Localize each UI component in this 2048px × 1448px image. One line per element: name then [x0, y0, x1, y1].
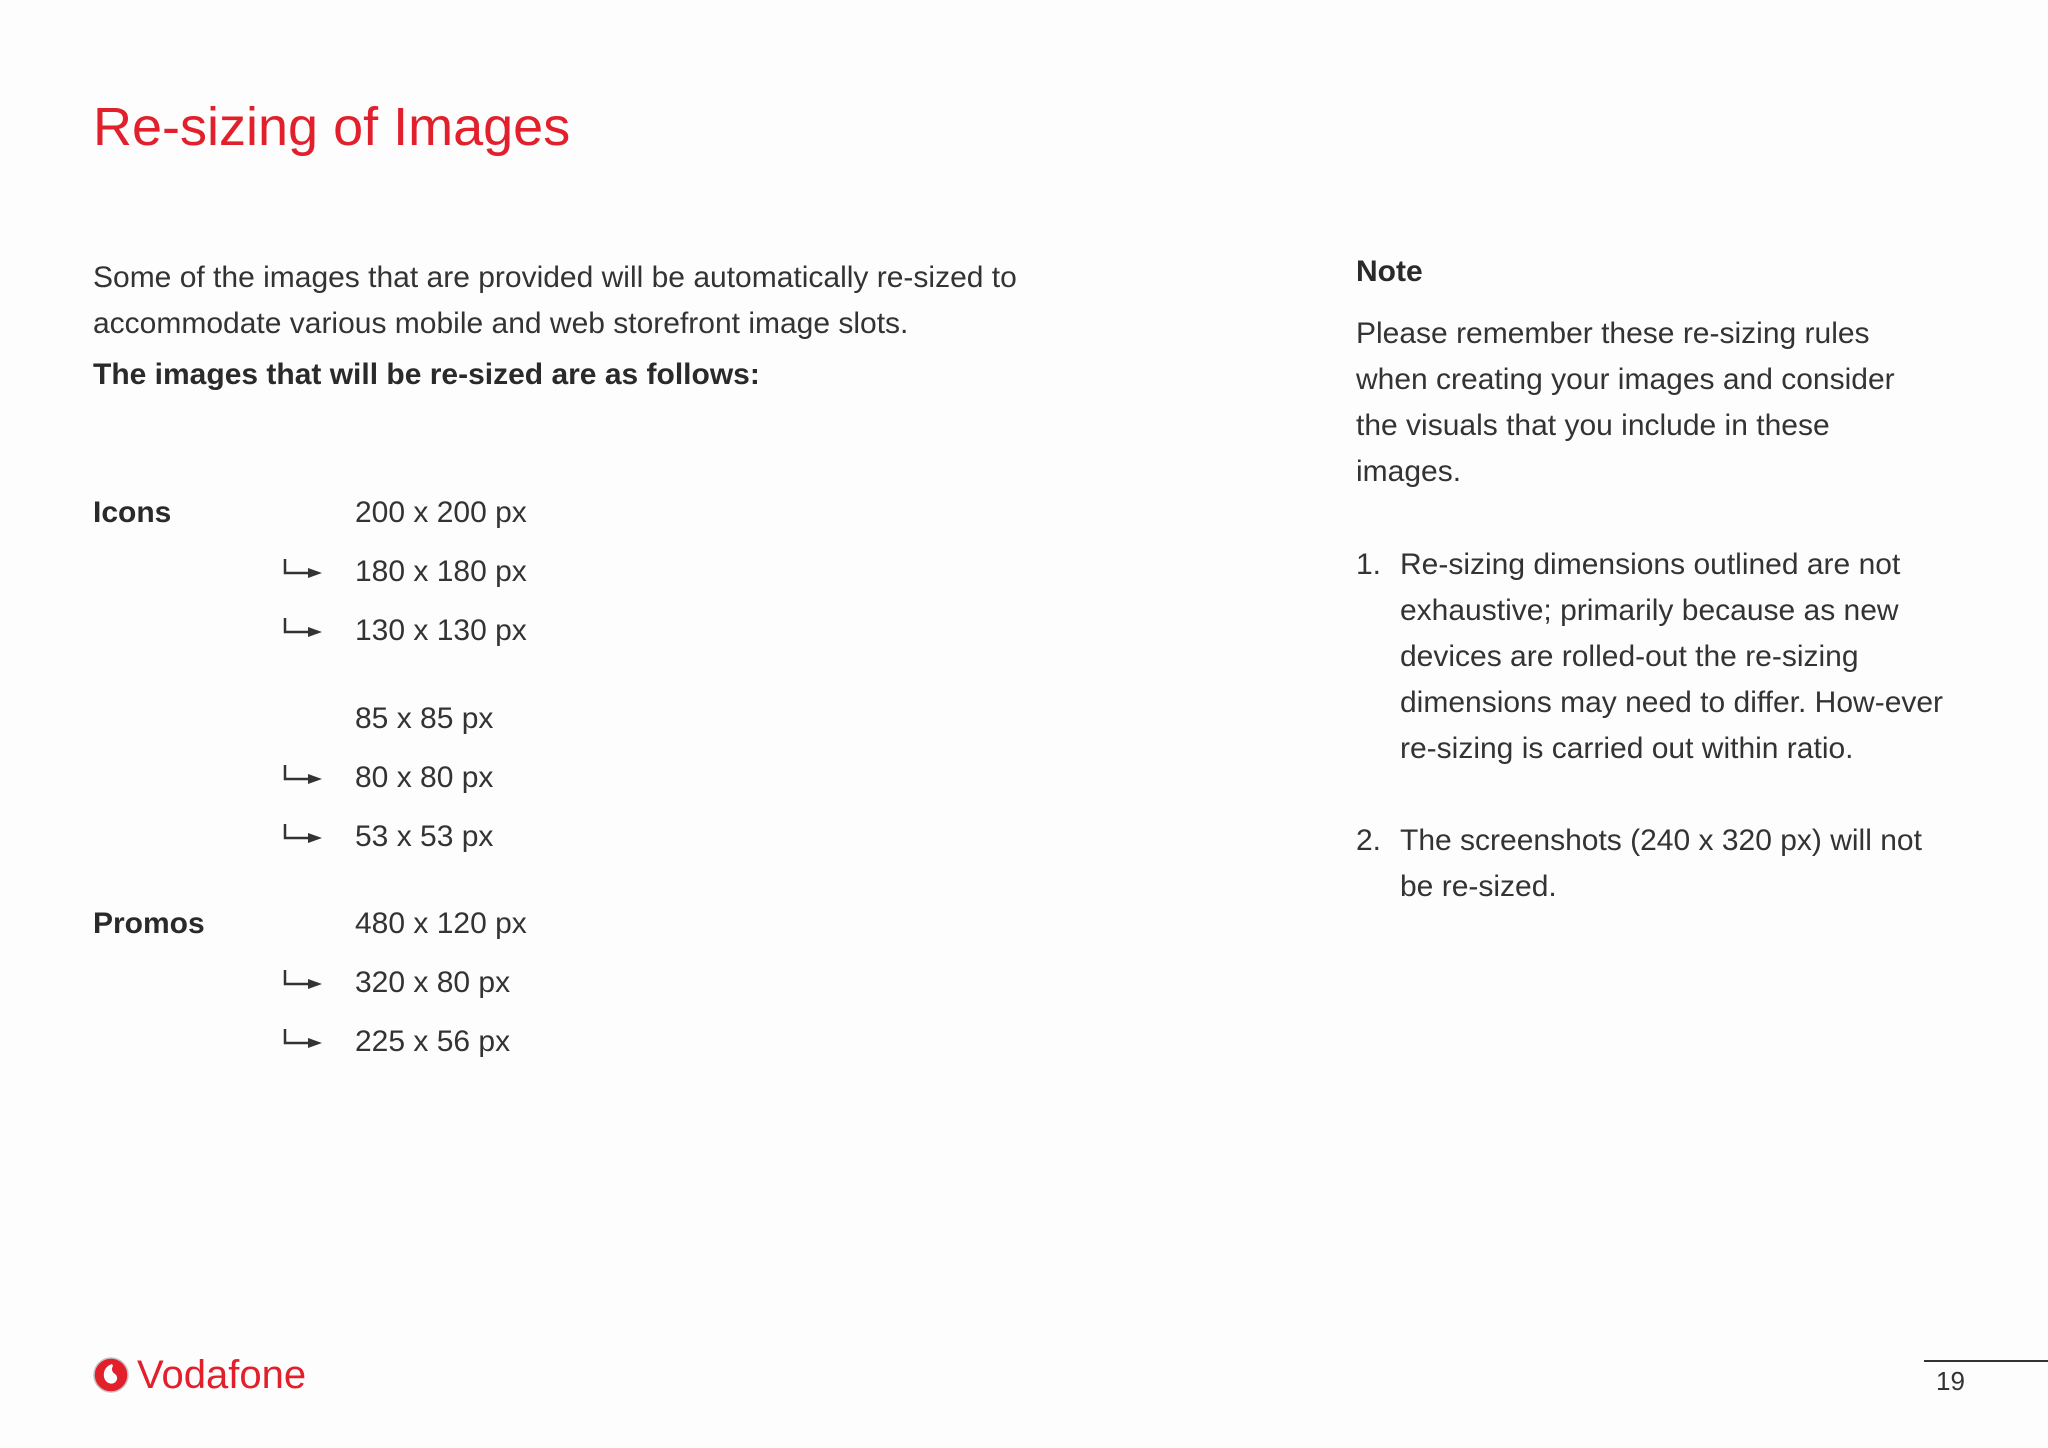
icons-label: Icons: [93, 496, 172, 529]
note-title: Note: [1356, 255, 1423, 288]
size-row: [0, 696, 700, 742]
size-value: 320 x 80 px: [355, 966, 511, 999]
size-row: [0, 901, 700, 947]
note-item-text: Re-sizing dimensions outlined are not exhaustive; primarily because as new devices are rolled-out the re-sizing dimensions may need to differ. How-ever re-sizing is carried out within ratio.: [1400, 548, 1944, 765]
note-item: [1356, 818, 1956, 910]
size-value: 180 x 180 px: [355, 555, 527, 588]
resize-arrow-icon: [282, 1027, 328, 1053]
page-number-rule: [1924, 1360, 2048, 1362]
size-value: 80 x 80 px: [355, 761, 494, 794]
resize-arrow-icon: [282, 763, 328, 789]
note-item-number: 2.: [1356, 824, 1382, 857]
size-value: 85 x 85 px: [355, 702, 494, 735]
vodafone-speechmark-icon: [93, 1357, 129, 1393]
size-value: 225 x 56 px: [355, 1025, 511, 1058]
size-value: 130 x 130 px: [355, 614, 527, 647]
size-row: [0, 960, 700, 1006]
intro-bold-lead: The images that will be re-sized are as follows:: [93, 358, 760, 391]
size-row: [0, 755, 700, 801]
size-value: 200 x 200 px: [355, 496, 527, 529]
size-value: 53 x 53 px: [355, 820, 494, 853]
resize-arrow-icon: [282, 557, 328, 583]
size-row: [0, 549, 700, 595]
resize-arrow-icon: [282, 968, 328, 994]
vodafone-logo: [93, 1352, 306, 1398]
size-row: [0, 814, 700, 860]
page-number: 19: [1936, 1366, 1965, 1396]
size-row: [0, 490, 700, 536]
note-item: [1356, 542, 1956, 772]
size-row: [0, 1019, 700, 1065]
intro-text: Some of the images that are provided will be automatically re-sized to accommodate various mobile and web storefront image slots.: [93, 261, 1017, 340]
size-value: 480 x 120 px: [355, 907, 527, 940]
resize-arrow-icon: [282, 822, 328, 848]
note-item-text: The screenshots (240 x 320 px) will not be re-sized.: [1400, 824, 1922, 903]
size-row: [0, 608, 700, 654]
resize-arrow-icon: [282, 616, 328, 642]
note-text: Please remember these re-sizing rules when creating your images and consider the visuals that you include in these images.: [1356, 317, 1895, 488]
note-item-number: 1.: [1356, 548, 1382, 581]
brand-name: Vodafone: [137, 1353, 307, 1397]
note-list: [1356, 542, 1956, 956]
promos-label: Promos: [93, 907, 205, 940]
page-title: Re-sizing of Images: [93, 97, 571, 157]
